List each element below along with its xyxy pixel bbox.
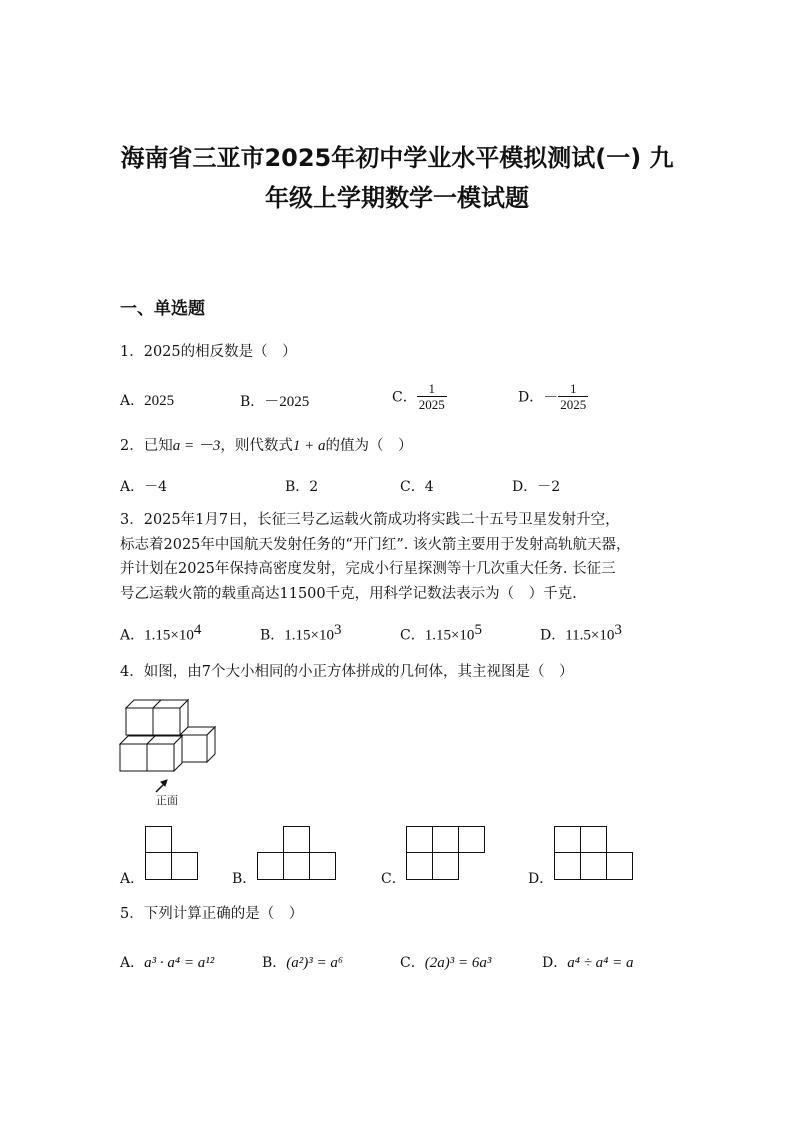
q4-option-c-label: C． [381,871,406,887]
exponent: 4 [193,622,202,638]
q4-option-a-figure [145,826,199,882]
cube-face [120,744,147,771]
q1-option-d [518,382,588,411]
option-label: B． [260,627,285,644]
q4-option-d-figure [554,826,635,882]
q3-option-c [400,622,482,645]
front-view-label: 正面 [156,794,178,807]
cube-face [147,744,174,771]
cube-face [180,735,207,762]
math-expression: 1 + a [292,438,326,454]
question-1-stem: 1．2025的相反数是（ ） [120,344,297,360]
stem-text: ，则代数式 [220,438,293,454]
stem-line: 3．2025年1月7日，长征三号乙运载火箭成功将实践二十五号卫星发射升空， [120,512,620,528]
q4-option-b-figure [257,826,338,882]
minus-sign: － [543,390,559,406]
stem-text: 2．已知 [120,438,173,454]
cube-face [126,708,153,735]
option-label: D． [540,627,566,644]
q1-option-a [120,390,174,410]
math-expression: (2a)³ = 6a³ [424,955,492,971]
q4-option-d-label: D． [528,871,554,887]
q4-option-b-label: B． [232,871,257,887]
denominator: 2025 [560,397,587,412]
exponent: 3 [334,622,342,638]
exponent: 5 [474,622,482,638]
page-title-line1: 海南省三亚市2025年初中学业水平模拟测试(一) 九 [120,144,674,172]
math-expression: (a²)³ = a⁶ [286,955,344,971]
option-label: B． [262,955,287,971]
option-value: 11.5×10 [565,627,615,644]
q2-option-c: C．4 [400,479,434,495]
option-value: 2025 [144,393,175,409]
q5-option-a [120,952,214,972]
q2-option-b: B．2 [285,479,319,495]
q2-option-a: A．－4 [120,479,168,495]
denominator: 2025 [418,397,445,412]
q4-option-c-figure [406,826,487,882]
option-label: A． [120,627,145,644]
stem-line: 并计划在2025年保持高密度发射，完成小行星探测等十几次重大任务. 长征三 [120,561,616,577]
option-value: －2025 [264,394,310,410]
numerator: 1 [570,381,577,396]
option-label: D． [518,389,544,406]
cube-solid-figure [118,698,222,778]
q3-option-b [260,622,342,645]
question-4-stem: 4．如图，由7个大小相同的小正方体拼成的几何体，其主视图是（ ） [120,664,574,680]
question-5-stem: 5．下列计算正确的是（ ） [120,906,304,922]
option-label: C． [392,389,417,406]
q3-option-a [120,622,201,645]
page-title-line2: 年级上学期数学一模试题 [265,184,529,212]
q1-option-c [392,382,447,411]
section-heading: 一、单选题 [120,299,205,319]
option-value: 1.15×10 [144,627,194,644]
stem-line: 号乙运载火箭的载重高达11500千克，用科学记数法表示为（ ）千克. [120,585,577,602]
q4-option-a-label: A． [120,871,145,887]
math-expression: a³ · a⁴ = a¹² [144,955,215,971]
option-value: 1.15×10 [284,627,335,644]
option-label: C． [400,627,425,644]
option-label: B． [240,394,265,410]
question-3-stem [120,508,680,606]
q5-option-d [542,952,634,972]
numerator: 1 [428,381,435,396]
option-label: A． [120,393,145,409]
q5-option-b [262,952,343,972]
stem-text: 的值为（ ） [325,438,413,454]
q1-option-b [240,390,309,411]
exponent: 3 [614,622,622,638]
fraction [558,382,588,411]
option-label: A． [120,955,145,971]
fraction [417,382,447,411]
math-expression: a = －3 [172,438,221,454]
stem-line: 标志着2025年中国航天发射任务的“开门红”. 该火箭主要用于发射高轨航天器， [120,536,631,553]
question-2-stem [120,434,412,458]
option-value: 1.15×10 [424,627,475,644]
option-label: D． [542,955,568,971]
q2-option-d: D．－2 [512,479,561,495]
option-label: C． [400,955,425,971]
q3-option-d [540,622,622,645]
math-expression: a⁴ ÷ a⁴ = a [567,955,634,971]
q5-option-c [400,952,491,972]
cube-face [153,708,180,735]
